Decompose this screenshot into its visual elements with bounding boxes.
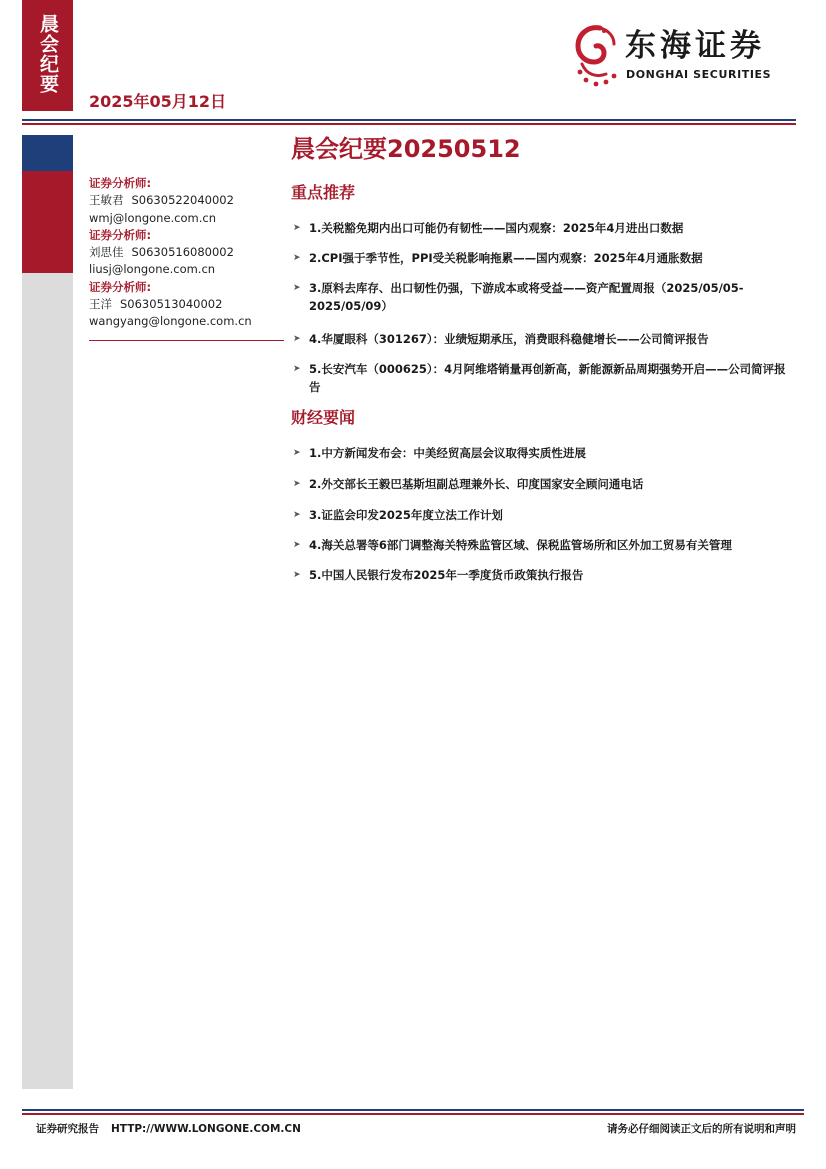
analyst-name-line <box>89 296 284 313</box>
list-item-text: 3.证监会印发2025年度立法工作计划 <box>309 508 503 522</box>
list-item-text: 3.原料去库存、出口韧性仍强，下游成本或将受益——资产配置周报（2025/05/05-2025/05/09） <box>309 281 744 313</box>
footer-rule-red <box>22 1113 804 1115</box>
triangle-right-icon: ➤ <box>293 570 301 580</box>
donghai-logo-icon <box>570 22 620 88</box>
header-tab-label: 晨会纪要 <box>37 14 59 94</box>
analyst-name-line <box>89 244 284 261</box>
triangle-right-icon: ➤ <box>293 510 301 520</box>
list-item-text: 1.中方新闻发布会：中美经贸高层会议取得实质性进展 <box>309 446 586 460</box>
analyst-entry <box>89 279 284 331</box>
footer-left <box>36 1121 301 1136</box>
triangle-right-icon: ➤ <box>293 448 301 458</box>
analyst-label: 证券分析师: <box>89 227 152 242</box>
analyst-label: 证券分析师: <box>89 279 152 294</box>
analyst-name: 王敏君 <box>89 193 124 208</box>
header-tab <box>22 0 73 111</box>
sidebar-band-blue <box>22 135 73 171</box>
footer-disclaimer: 请务必仔细阅读正文后的所有说明和声明 <box>607 1123 796 1135</box>
list-item-text: 5.长安汽车（000625）：4月阿维塔销量再创新高，新能源新品周期强势开启——公司简评报告 <box>309 362 786 394</box>
list-item-text: 4.海关总署等6部门调整海关特殊监管区域、保税监管场所和区外加工贸易有关管理 <box>309 538 732 552</box>
list-item[interactable] <box>293 249 795 267</box>
analyst-code: S0630513040002 <box>120 297 223 312</box>
list-item-text: 5.中国人民银行发布2025年一季度货币政策执行报告 <box>309 568 584 582</box>
footer-label: 证券研究报告 <box>36 1123 99 1135</box>
triangle-right-icon: ➤ <box>293 364 301 374</box>
footer-url-link[interactable]: HTTP://WWW.LONGONE.COM.CN <box>111 1123 301 1135</box>
analyst-name-line <box>89 192 284 209</box>
analyst-divider <box>89 340 284 341</box>
analyst-email[interactable]: liusj@longone.com.cn <box>89 262 216 277</box>
analyst-code: S0630516080002 <box>131 245 234 260</box>
sidebar-band-red <box>22 171 73 273</box>
footer-rule-blue <box>22 1109 804 1111</box>
header-rule-blue <box>22 119 796 121</box>
list-item[interactable] <box>293 279 795 315</box>
analyst-entry <box>89 175 284 227</box>
list-item-text: 2.外交部长王毅巴基斯坦副总理兼外长、印度国家安全顾问通电话 <box>309 477 644 491</box>
logo-english: DONGHAI SECURITIES <box>626 68 772 81</box>
analyst-label: 证券分析师: <box>89 176 152 190</box>
list-item[interactable] <box>293 506 795 524</box>
list-item[interactable] <box>293 360 795 396</box>
triangle-right-icon: ➤ <box>293 283 301 293</box>
analyst-email[interactable]: wangyang@longone.com.cn <box>89 314 252 329</box>
page-title: 晨会纪要20250512 <box>291 135 521 163</box>
section-title-financial-news: 财经要闻 <box>291 408 356 427</box>
list-item[interactable] <box>293 536 795 554</box>
list-item-text: 2.CPI强于季节性，PPI受关税影响拖累——国内观察：2025年4月通胀数据 <box>309 251 703 265</box>
list-item-text: 4.华厦眼科（301267）：业绩短期承压，消费眼科稳健增长——公司简评报告 <box>309 332 709 346</box>
list-item-text: 1.关税豁免期内出口可能仍有韧性——国内观察：2025年4月进出口数据 <box>309 221 684 235</box>
analyst-name: 王洋 <box>89 297 112 312</box>
analyst-entry <box>89 227 284 279</box>
sidebar-band-gray <box>22 273 73 1089</box>
list-item[interactable] <box>293 219 795 237</box>
triangle-right-icon: ➤ <box>293 223 301 233</box>
triangle-right-icon: ➤ <box>293 479 301 489</box>
list-item[interactable] <box>293 566 795 584</box>
analyst-name: 刘思佳 <box>89 245 124 260</box>
header-rule-red <box>22 123 796 125</box>
report-date: 2025年05月12日 <box>89 92 227 111</box>
triangle-right-icon: ➤ <box>293 540 301 550</box>
triangle-right-icon: ➤ <box>293 253 301 263</box>
section-title-key-recommendations: 重点推荐 <box>291 183 356 202</box>
triangle-right-icon: ➤ <box>293 334 301 344</box>
logo-chinese: 东海证券 <box>625 28 765 64</box>
list-item[interactable] <box>293 330 795 348</box>
analyst-list <box>89 175 284 331</box>
analyst-code: S0630522040002 <box>131 193 234 208</box>
list-item[interactable] <box>293 475 795 493</box>
analyst-email[interactable]: wmj@longone.com.cn <box>89 210 217 225</box>
list-item[interactable] <box>293 444 795 462</box>
